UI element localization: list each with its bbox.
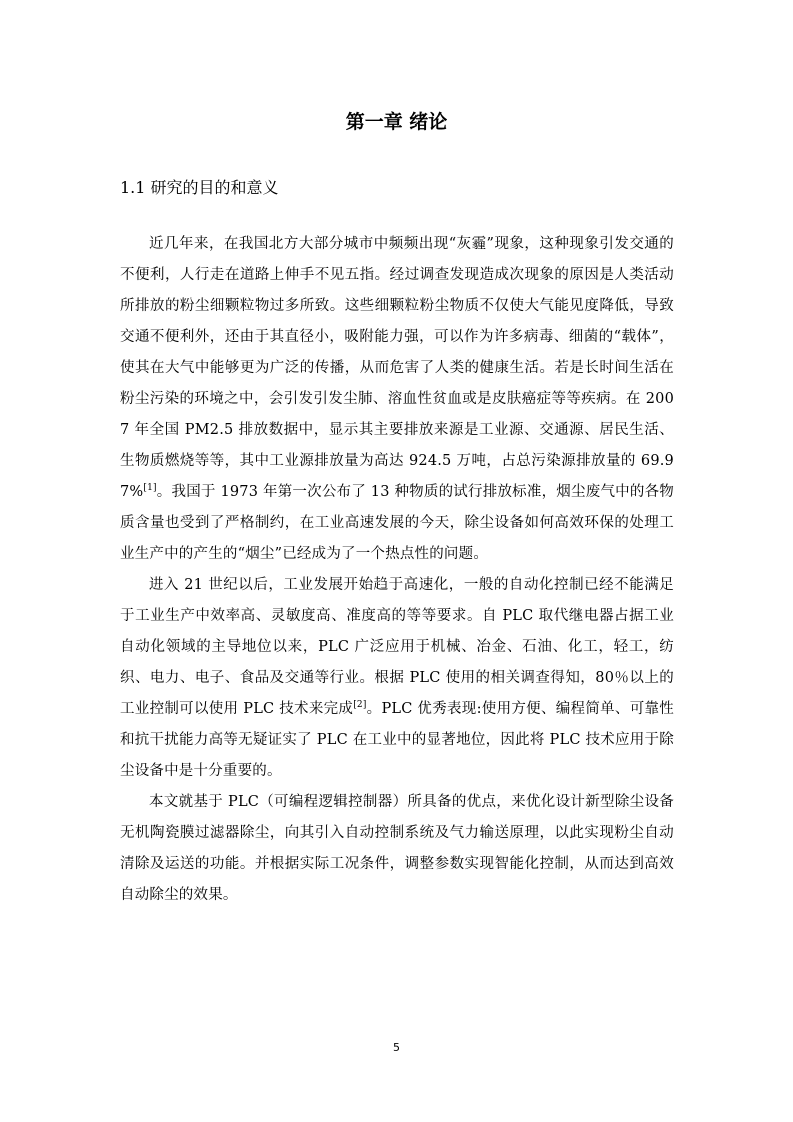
paragraph-1-text: 近几年来，在我国北方大部分城市中频频出现“灰霾”现象，这种现象引发交通的不便利，人行走在道路上伸手不见五指。经过调查发现造成次现象的原因是人类活动所排放的粉尘细颗粒物过多所致。这些细颗粒粉尘物质不仅使大气能见度降低，导致交通不便利外，还由于其直径小，吸附能力强，可以作为许多病毒、细菌的“载体”，使其在大气中能够更为广泛的传播，从而危害了人类的健康生活。若是长时间生活在粉尘污染的环境之中，会引发引发尘肺、溶血性贫血或是皮肤癌症等等疾病。在 2007 年全国 PM2.5 排放数据中，显示其主要排放来源是工业源、交通源、居民生活、生物质燃烧等等，其中工业源排放量为高达 924.5 万吨，占总污染源排放量的 69.97% bbox=[120, 236, 674, 500]
section-heading: 1.1 研究的目的和意义 bbox=[120, 178, 279, 197]
citation-ref-2: [2] bbox=[353, 700, 367, 711]
paragraph-1-text-cont: 。我国于 1973 年第一次公布了 13 种物质的试行排放标准，烟尘废气中的各物质含量也受到了严格制约，在工业高速发展的今天，除尘设备如何高效环保的处理工业生产中的产生的“烟尘”已经成为了一个热点性的问题。 bbox=[120, 484, 674, 562]
page-number: 5 bbox=[393, 1041, 400, 1054]
paragraph-1 bbox=[120, 229, 674, 570]
chapter-title: 第一章 绪论 bbox=[345, 111, 448, 133]
body-text bbox=[120, 229, 674, 911]
paragraph-2-text-cont: 。PLC 优秀表现:使用方便、编程简单、可靠性和抗干扰能力高等无疑证实了 PLC 在工业中的显著地位，因此将 PLC 技术应用于除尘设备中是十分重要的。 bbox=[120, 701, 675, 779]
paragraph-2-text: 进入 21 世纪以后，工业发展开始趋于高速化，一般的自动化控制已经不能满足于工业生产中效率高、灵敏度高、准度高的等等要求。自 PLC 取代继电器占据工业自动化领域的主导地位以来，PLC 广泛应用于机械、冶金、石油、化工，轻工，纺织、电力、电子、食品及交通等行业。根据 PLC 使用的相关调查得知，80％以上的工业控制可以使用 PLC 技术来完成 bbox=[120, 577, 674, 717]
paragraph-2 bbox=[120, 570, 674, 787]
citation-ref-1: [1] bbox=[143, 483, 157, 494]
paragraph-3: 本文就基于 PLC（可编程逻辑控制器）所具备的优点，来优化设计新型除尘设备无机陶瓷膜过滤器除尘，向其引入自动控制系统及气力输送原理，以此实现粉尘自动清除及运送的功能。并根据实际工况条件，调整参数实现智能化控制，从而达到高效自动除尘的效果。 bbox=[120, 794, 674, 903]
